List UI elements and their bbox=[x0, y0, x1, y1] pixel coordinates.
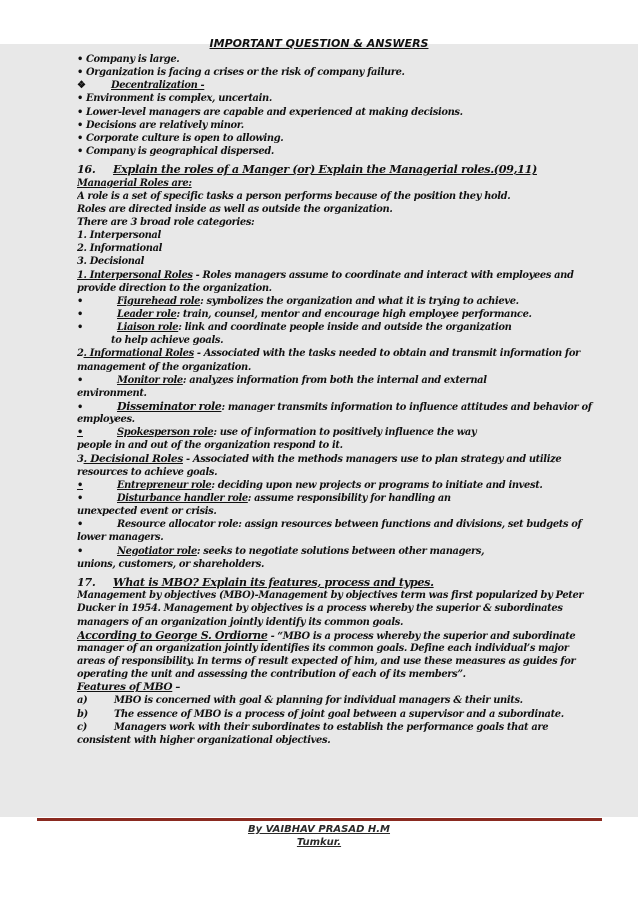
features-heading: Features of MBO – bbox=[77, 681, 180, 694]
page-header: IMPORTANT QUESTION & ANSWERS bbox=[209, 37, 429, 50]
paragraph-line: There are 3 broad role categories: bbox=[77, 217, 255, 229]
list-item: 3. Decisional bbox=[77, 256, 145, 268]
decisional-roles: 3. Decisional Roles - Associated with the methods managers use to plan strategy and utilize bbox=[77, 452, 562, 465]
list-item: 1. Interpersonal bbox=[77, 230, 161, 242]
paragraph-line: unions, customers, or shareholders. bbox=[77, 558, 265, 570]
list-item: • Organization is facing a crises or the risk of company failure. bbox=[77, 67, 405, 79]
list-item: • Leader role: train, counsel, mentor and encourage high employee performance. bbox=[77, 309, 532, 321]
footer-author: By VAIBHAV PRASAD H.M bbox=[247, 824, 391, 835]
list-item: • Lower-level managers are capable and experienced at making decisions. bbox=[77, 106, 463, 118]
paragraph-line: Ducker in 1954. Management by objectives is a process whereby the superior & subordinates bbox=[77, 603, 563, 615]
paragraph-line: Management by objectives (MBO)-Management by objectives term was first popularized by Peter bbox=[77, 590, 584, 602]
paragraph-line: unexpected event or crisis. bbox=[77, 506, 217, 518]
section-heading bbox=[77, 79, 601, 92]
list-item: • Monitor role: analyzes information from both the internal and external bbox=[77, 374, 487, 386]
informational-roles: 2. Informational Roles - Associated with the tasks needed to obtain and transmit information for bbox=[77, 348, 580, 360]
question-16-text: Explain the roles of a Manger (or) Explain the Managerial roles.(09,11) bbox=[113, 162, 537, 177]
page-footer bbox=[0, 823, 638, 849]
decentralization-heading: Decentralization - bbox=[111, 80, 205, 92]
list-item: • Disseminator role: manager transmits information to influence attitudes and behavior of bbox=[77, 400, 592, 414]
list-item: • Company is large. bbox=[77, 54, 180, 65]
list-item: • Negotiator role: seeks to negotiate solutions between other managers, bbox=[77, 545, 485, 557]
list-item: • Corporate culture is open to allowing. bbox=[77, 132, 284, 144]
paragraph-line: areas of responsibility. In terms of result expected of him, and use these measures as guides for bbox=[77, 656, 576, 668]
paragraph-line: lower managers. bbox=[77, 532, 164, 544]
list-item: 2. Informational bbox=[77, 243, 163, 255]
list-item: • Figurehead role: symbolizes the organization and what it is trying to achieve. bbox=[77, 295, 519, 307]
footer-divider bbox=[37, 818, 602, 821]
paragraph-line: employees. bbox=[77, 414, 135, 426]
paragraph-line: environment. bbox=[77, 387, 147, 399]
paragraph-line: manager of an organization jointly identifies its common goals. Define each individual’s major bbox=[77, 642, 569, 654]
definition-line: According to George S. Ordiorne - “MBO is a process whereby the superior and subordinate bbox=[77, 628, 576, 642]
question-16: 16. Explain the roles of a Manger (or) Explain the Managerial roles.(09,11) bbox=[77, 162, 537, 177]
question-17-text: What is MBO? Explain its features, process and types. bbox=[113, 574, 434, 589]
page-content bbox=[77, 53, 601, 747]
paragraph-line: people in and out of the organization respond to it. bbox=[77, 440, 343, 452]
paragraph-line: provide direction to the organization. bbox=[77, 282, 272, 294]
list-item: • Company is geographical dispersed. bbox=[77, 145, 274, 157]
paragraph-line: management of the organization. bbox=[77, 361, 251, 373]
paragraph-line: managers of an organization jointly identify its common goals. bbox=[77, 616, 404, 628]
paragraph-line: resources to achieve goals. bbox=[77, 466, 218, 478]
paragraph-line: consistent with higher organizational objectives. bbox=[77, 734, 331, 746]
paragraph-line: to help achieve goals. bbox=[111, 335, 224, 347]
subheading: Managerial Roles are: bbox=[77, 177, 192, 189]
list-item: • Liaison role: link and coordinate people inside and outside the organization bbox=[77, 322, 512, 334]
list-item: • Decisions are relatively minor. bbox=[77, 119, 244, 131]
paragraph-line: Roles are directed inside as well as outside the organization. bbox=[77, 203, 393, 215]
list-item: c) Managers work with their subordinates to establish the performance goals that are bbox=[77, 721, 549, 733]
diamond-bullet-icon: ❖ bbox=[77, 80, 86, 92]
list-item: • Entrepreneur role: deciding upon new projects or programs to initiate and invest. bbox=[77, 479, 543, 491]
footer-place: Tumkur. bbox=[296, 837, 342, 848]
question-17: 17. What is MBO? Explain its features, process and types. bbox=[77, 574, 434, 589]
list-item: • Resource allocator role: assign resources between functions and divisions, set budgets of bbox=[77, 519, 582, 531]
paragraph-line: operating the unit and assessing the contribution of each of its members”. bbox=[77, 669, 466, 681]
list-item: b) The essence of MBO is a process of joint goal between a supervisor and a subordinate. bbox=[77, 708, 564, 720]
list-item: • Disturbance handler role: assume responsibility for handling an bbox=[77, 493, 451, 504]
list-item: • Spokesperson role: use of information to positively influence the way bbox=[77, 427, 477, 439]
list-item: • Environment is complex, uncertain. bbox=[77, 93, 272, 105]
list-item: a) MBO is concerned with goal & planning for individual managers & their units. bbox=[77, 695, 523, 707]
interpersonal-roles: 1. Interpersonal Roles - Roles managers assume to coordinate and interact with employees and bbox=[77, 269, 574, 281]
paragraph-line: A role is a set of specific tasks a person performs because of the position they hold. bbox=[77, 190, 511, 202]
